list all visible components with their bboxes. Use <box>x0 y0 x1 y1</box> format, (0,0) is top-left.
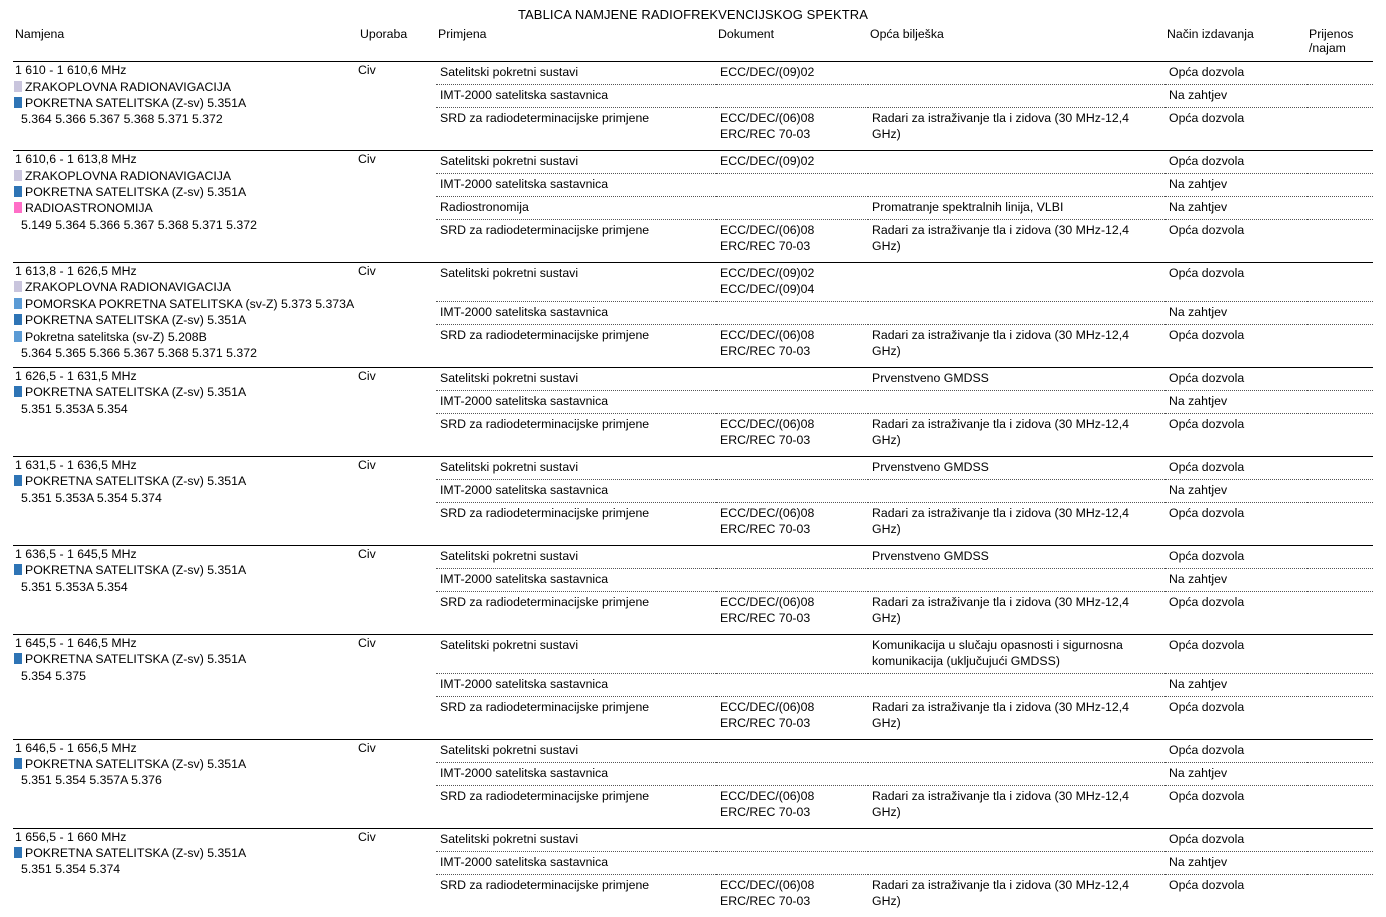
document-reference: ECC/DEC/(06)08 ERC/REC 70-03 <box>720 788 815 819</box>
footnote-references: 5.351 5.354 5.374 <box>21 862 121 877</box>
service-color-swatch-icon <box>14 653 22 664</box>
general-note: Radari za istraživanje tla i zidova (30 MHz-12,4 GHz) <box>872 594 1129 625</box>
applications-subtable <box>436 151 1373 262</box>
transfer-lease <box>1307 197 1373 220</box>
transfer-lease <box>1307 568 1373 591</box>
document-reference <box>716 635 868 673</box>
allocation-service-label: ZRAKOPLOVNA RADIONAVIGACIJA <box>25 168 232 183</box>
transfer-lease <box>1307 62 1373 84</box>
application-name: IMT-2000 satelitska sastavnica <box>436 391 716 414</box>
general-note <box>868 568 1165 591</box>
transfer-lease <box>1307 174 1373 197</box>
document-reference: ECC/DEC/(06)08 ERC/REC 70-03 <box>720 223 815 254</box>
general-note <box>868 762 1165 785</box>
general-note <box>868 740 1165 762</box>
application-name: Satelitski pokretni sustavi <box>436 829 716 851</box>
general-note: Radari za istraživanje tla i zidova (30 MHz-12,4 GHz) <box>872 223 1129 254</box>
transfer-lease <box>1307 829 1373 851</box>
allocation-service <box>13 184 358 200</box>
transfer-lease <box>1307 263 1373 301</box>
allocation-service <box>13 562 358 578</box>
transfer-lease <box>1307 302 1373 325</box>
general-note: Prvenstveno GMDSS <box>868 546 1165 568</box>
general-note <box>868 829 1165 851</box>
service-color-swatch-icon <box>14 847 22 858</box>
application-name: SRD za radiodeterminacijske primjene <box>440 788 650 803</box>
application-row <box>436 740 1373 762</box>
frequency-band-label: 1 610 - 1 610,6 MHz <box>15 63 127 78</box>
general-note <box>868 174 1165 197</box>
transfer-lease <box>1307 696 1373 738</box>
document-reference <box>716 368 868 390</box>
issuance-method: Na zahtjev <box>1165 197 1307 220</box>
column-header-uporaba: Uporaba <box>358 25 436 62</box>
footnote-references: 5.149 5.364 5.366 5.367 5.368 5.371 5.372 <box>21 217 257 232</box>
transfer-lease <box>1307 368 1373 390</box>
document-reference <box>716 762 868 785</box>
uporaba-cell: Civ <box>358 63 376 78</box>
issuance-method: Opća dozvola <box>1165 263 1307 301</box>
applications-subtable <box>436 829 1373 917</box>
transfer-lease <box>1307 785 1373 827</box>
column-header-prijenos-najam <box>1307 25 1373 62</box>
issuance-method: Opća dozvola <box>1165 546 1307 568</box>
application-row <box>436 829 1373 851</box>
document-reference: ECC/DEC/(06)08 ERC/REC 70-03 <box>720 417 815 448</box>
transfer-lease <box>1307 220 1373 262</box>
allocation-service <box>13 756 358 772</box>
applications-subtable <box>436 263 1373 367</box>
application-name: IMT-2000 satelitska sastavnica <box>436 851 716 874</box>
issuance-method: Opća dozvola <box>1169 223 1245 238</box>
table-row <box>13 368 1373 457</box>
application-row <box>436 263 1373 301</box>
issuance-method: Opća dozvola <box>1169 328 1245 343</box>
document-reference <box>716 740 868 762</box>
general-note <box>868 479 1165 502</box>
applications-cell <box>436 263 1373 368</box>
document-reference <box>716 85 868 108</box>
uporaba-cell: Civ <box>358 828 436 916</box>
general-note <box>868 302 1165 325</box>
allocation-service <box>13 651 358 667</box>
document-reference: ECC/DEC/(06)08 ERC/REC 70-03 <box>720 111 815 142</box>
issuance-method: Na zahtjev <box>1165 302 1307 325</box>
table-body <box>13 62 1373 917</box>
footnote-references: 5.351 5.354 5.357A 5.376 <box>21 773 162 788</box>
general-note: Komunikacija u slučaju opasnosti i sigurnosna komunikacija (uključujući GMDSS) <box>868 635 1165 673</box>
service-color-swatch-icon <box>14 186 22 197</box>
column-header-opca-biljeska: Opća bilješka <box>868 25 1165 62</box>
transfer-lease <box>1307 502 1373 544</box>
application-row <box>436 325 1373 367</box>
application-row <box>436 391 1373 414</box>
footnote-references: 5.364 5.366 5.367 5.368 5.371 5.372 <box>21 112 223 127</box>
issuance-method: Opća dozvola <box>1169 788 1245 803</box>
table-row <box>13 62 1373 151</box>
document-reference: ECC/DEC/(06)08 ERC/REC 70-03 <box>720 328 815 359</box>
allocation-service-label: POKRETNA SATELITSKA (Z-sv) 5.351A <box>25 757 247 772</box>
issuance-method: Na zahtjev <box>1165 479 1307 502</box>
application-row <box>436 696 1373 738</box>
service-color-swatch-icon <box>14 386 22 397</box>
general-note: Promatranje spektralnih linija, VLBI <box>868 197 1165 220</box>
application-row <box>436 151 1373 173</box>
transfer-lease <box>1307 762 1373 785</box>
general-note <box>868 151 1165 173</box>
issuance-method: Opća dozvola <box>1169 877 1245 892</box>
general-note: Prvenstveno GMDSS <box>868 457 1165 479</box>
allocation-service-label: POKRETNA SATELITSKA (Z-sv) 5.351A <box>25 846 247 861</box>
application-name: IMT-2000 satelitska sastavnica <box>436 479 716 502</box>
table-row <box>13 457 1373 546</box>
application-name: Satelitski pokretni sustavi <box>436 368 716 390</box>
application-row <box>436 568 1373 591</box>
prijenos-line1: Prijenos <box>1309 27 1354 41</box>
uporaba-cell: Civ <box>358 457 436 546</box>
spectrum-allocation-table <box>13 25 1373 917</box>
application-name: Satelitski pokretni sustavi <box>436 62 716 84</box>
application-name: SRD za radiodeterminacijske primjene <box>440 111 650 126</box>
footnote-references: 5.364 5.365 5.366 5.367 5.368 5.371 5.372 <box>21 345 257 360</box>
column-header-nacin-izdavanja: Način izdavanja <box>1165 25 1307 62</box>
applications-subtable <box>436 740 1373 828</box>
applications-subtable <box>436 457 1373 545</box>
application-name: IMT-2000 satelitska sastavnica <box>436 174 716 197</box>
application-name: Satelitski pokretni sustavi <box>436 546 716 568</box>
issuance-method: Opća dozvola <box>1165 368 1307 390</box>
applications-cell <box>436 457 1373 546</box>
document-reference: ECC/DEC/(06)08 ERC/REC 70-03 <box>720 877 815 908</box>
namjena-cell <box>13 828 358 916</box>
general-note: Radari za istraživanje tla i zidova (30 MHz-12,4 GHz) <box>872 328 1129 359</box>
allocation-service-label: POKRETNA SATELITSKA (Z-sv) 5.351A <box>25 95 247 110</box>
issuance-method: Na zahtjev <box>1165 762 1307 785</box>
application-row <box>436 762 1373 785</box>
uporaba-cell: Civ <box>358 739 436 828</box>
document-reference: ECC/DEC/(09)02 <box>716 151 868 173</box>
application-name: Satelitski pokretni sustavi <box>436 635 716 673</box>
issuance-method: Opća dozvola <box>1169 699 1245 714</box>
table-row <box>13 263 1373 368</box>
application-row <box>436 785 1373 827</box>
service-color-swatch-icon <box>14 81 22 92</box>
namjena-cell <box>13 634 358 739</box>
document-reference: ECC/DEC/(09)02 ECC/DEC/(09)04 <box>716 263 868 301</box>
allocation-service <box>13 95 358 111</box>
transfer-lease <box>1307 673 1373 696</box>
transfer-lease <box>1307 391 1373 414</box>
issuance-method: Na zahtjev <box>1165 174 1307 197</box>
document-reference <box>716 673 868 696</box>
transfer-lease <box>1307 151 1373 173</box>
transfer-lease <box>1307 874 1373 916</box>
transfer-lease <box>1307 457 1373 479</box>
allocation-service <box>13 79 358 95</box>
application-name: Radiostronomija <box>436 197 716 220</box>
service-color-swatch-icon <box>14 331 22 342</box>
general-note: Radari za istraživanje tla i zidova (30 MHz-12,4 GHz) <box>872 417 1129 448</box>
general-note: Radari za istraživanje tla i zidova (30 MHz-12,4 GHz) <box>872 505 1129 536</box>
general-note: Radari za istraživanje tla i zidova (30 MHz-12,4 GHz) <box>872 699 1129 730</box>
allocation-service <box>13 384 358 400</box>
allocation-service-label: RADIOASTRONOMIJA <box>25 201 153 216</box>
application-name: SRD za radiodeterminacijske primjene <box>440 699 650 714</box>
document-reference <box>716 174 868 197</box>
document-reference <box>716 829 868 851</box>
footnote-references: 5.351 5.353A 5.354 <box>21 401 128 416</box>
service-color-swatch-icon <box>14 314 22 325</box>
application-name: IMT-2000 satelitska sastavnica <box>436 85 716 108</box>
allocation-service-label: POKRETNA SATELITSKA (Z-sv) 5.351A <box>25 385 247 400</box>
issuance-method: Opća dozvola <box>1165 829 1307 851</box>
application-name: SRD za radiodeterminacijske primjene <box>440 594 650 609</box>
applications-subtable <box>436 368 1373 456</box>
allocation-service-label: POKRETNA SATELITSKA (Z-sv) 5.351A <box>25 313 247 328</box>
application-name: Satelitski pokretni sustavi <box>436 151 716 173</box>
transfer-lease <box>1307 546 1373 568</box>
application-row <box>436 874 1373 916</box>
namjena-cell <box>13 62 358 151</box>
table-header <box>13 25 1373 62</box>
issuance-method: Na zahtjev <box>1165 851 1307 874</box>
application-row <box>436 302 1373 325</box>
application-row <box>436 414 1373 456</box>
allocation-service-label: POKRETNA SATELITSKA (Z-sv) 5.351A <box>25 563 247 578</box>
allocation-service-label: POMORSKA POKRETNA SATELITSKA (sv-Z) 5.373 5.373A <box>25 296 355 311</box>
document-reference <box>716 851 868 874</box>
applications-cell <box>436 739 1373 828</box>
transfer-lease <box>1307 740 1373 762</box>
footnote-references: 5.354 5.375 <box>21 668 86 683</box>
prijenos-line2: /najam <box>1309 41 1346 56</box>
document-reference: ECC/DEC/(06)08 ERC/REC 70-03 <box>720 594 815 625</box>
application-row <box>436 673 1373 696</box>
allocation-service-label: ZRAKOPLOVNA RADIONAVIGACIJA <box>25 79 232 94</box>
service-color-swatch-icon <box>14 281 22 292</box>
document-reference <box>716 546 868 568</box>
application-row <box>436 368 1373 390</box>
application-row <box>436 174 1373 197</box>
application-row <box>436 479 1373 502</box>
application-name: Satelitski pokretni sustavi <box>436 740 716 762</box>
namjena-cell <box>13 545 358 634</box>
application-name: IMT-2000 satelitska sastavnica <box>436 673 716 696</box>
issuance-method: Opća dozvola <box>1165 151 1307 173</box>
allocation-service-label: POKRETNA SATELITSKA (Z-sv) 5.351A <box>25 184 247 199</box>
service-color-swatch-icon <box>14 564 22 575</box>
issuance-method: Opća dozvola <box>1169 417 1245 432</box>
application-row <box>436 851 1373 874</box>
frequency-band-label: 1 645,5 - 1 646,5 MHz <box>15 635 137 650</box>
allocation-service <box>13 200 358 216</box>
column-header-namjena: Namjena <box>13 25 358 62</box>
issuance-method: Opća dozvola <box>1165 635 1307 673</box>
column-header-dokument: Dokument <box>716 25 868 62</box>
application-name: SRD za radiodeterminacijske primjene <box>440 877 650 892</box>
allocation-service-label: ZRAKOPLOVNA RADIONAVIGACIJA <box>25 280 232 295</box>
general-note <box>868 391 1165 414</box>
application-name: IMT-2000 satelitska sastavnica <box>436 762 716 785</box>
frequency-band-label: 1 656,5 - 1 660 MHz <box>15 829 127 844</box>
allocation-service <box>13 312 358 328</box>
issuance-method: Opća dozvola <box>1165 457 1307 479</box>
general-note: Radari za istraživanje tla i zidova (30 MHz-12,4 GHz) <box>872 788 1129 819</box>
uporaba-cell: Civ <box>358 368 436 457</box>
application-row <box>436 457 1373 479</box>
service-color-swatch-icon <box>14 298 22 309</box>
service-color-swatch-icon <box>14 475 22 486</box>
allocation-service <box>13 279 358 295</box>
transfer-lease <box>1307 851 1373 874</box>
transfer-lease <box>1307 85 1373 108</box>
application-name: Satelitski pokretni sustavi <box>436 263 716 301</box>
transfer-lease <box>1307 479 1373 502</box>
transfer-lease <box>1307 325 1373 367</box>
frequency-band-label: 1 631,5 - 1 636,5 MHz <box>15 458 137 472</box>
allocation-service <box>13 845 358 861</box>
applications-cell <box>436 151 1373 263</box>
issuance-method: Opća dozvola <box>1165 62 1307 84</box>
document-reference <box>716 479 868 502</box>
uporaba-cell: Civ <box>358 263 436 368</box>
frequency-band-label: 1 646,5 - 1 656,5 MHz <box>15 740 137 755</box>
service-color-swatch-icon <box>14 202 22 213</box>
allocation-service <box>13 473 358 489</box>
applications-cell <box>436 368 1373 457</box>
application-row <box>436 635 1373 673</box>
service-color-swatch-icon <box>14 97 22 108</box>
application-row <box>436 62 1373 84</box>
uporaba-cell: Civ <box>358 634 436 739</box>
general-note <box>868 851 1165 874</box>
namjena-cell <box>13 368 358 457</box>
issuance-method: Na zahtjev <box>1165 673 1307 696</box>
issuance-method: Opća dozvola <box>1169 111 1245 126</box>
transfer-lease <box>1307 635 1373 673</box>
transfer-lease <box>1307 591 1373 633</box>
allocation-service <box>13 329 358 345</box>
document-reference <box>716 302 868 325</box>
application-name: SRD za radiodeterminacijske primjene <box>440 505 650 520</box>
application-name: SRD za radiodeterminacijske primjene <box>440 328 650 343</box>
table-row <box>13 545 1373 634</box>
application-name: IMT-2000 satelitska sastavnica <box>436 302 716 325</box>
allocation-service <box>13 168 358 184</box>
application-name: Satelitski pokretni sustavi <box>436 457 716 479</box>
applications-cell <box>436 62 1373 151</box>
application-name: IMT-2000 satelitska sastavnica <box>436 568 716 591</box>
issuance-method: Na zahtjev <box>1165 568 1307 591</box>
table-row <box>13 739 1373 828</box>
applications-subtable <box>436 62 1373 150</box>
allocation-service-label: POKRETNA SATELITSKA (Z-sv) 5.351A <box>25 474 247 489</box>
issuance-method: Na zahtjev <box>1165 391 1307 414</box>
frequency-band-label: 1 636,5 - 1 645,5 MHz <box>15 546 137 561</box>
issuance-method: Opća dozvola <box>1169 505 1245 520</box>
general-note: Prvenstveno GMDSS <box>868 368 1165 390</box>
document-reference <box>716 568 868 591</box>
transfer-lease <box>1307 108 1373 150</box>
document-reference: ECC/DEC/(09)02 <box>716 62 868 84</box>
application-row <box>436 220 1373 262</box>
footnote-references: 5.351 5.353A 5.354 <box>21 579 128 594</box>
issuance-method: Opća dozvola <box>1169 594 1245 609</box>
table-row <box>13 151 1373 263</box>
application-row <box>436 85 1373 108</box>
namjena-cell <box>13 263 358 368</box>
application-row <box>436 108 1373 150</box>
frequency-band-label: 1 626,5 - 1 631,5 MHz <box>15 369 137 384</box>
document-reference <box>716 197 868 220</box>
applications-subtable <box>436 546 1373 634</box>
document-reference: ECC/DEC/(06)08 ERC/REC 70-03 <box>720 699 815 730</box>
allocation-service-label: Pokretna satelitska (sv-Z) 5.208B <box>25 329 207 344</box>
allocation-service <box>13 296 358 312</box>
page-title: TABLICA NAMJENE RADIOFREKVENCIJSKOG SPEKTRA <box>517 7 869 22</box>
general-note: Radari za istraživanje tla i zidova (30 MHz-12,4 GHz) <box>872 111 1129 142</box>
table-row <box>13 634 1373 739</box>
issuance-method: Opća dozvola <box>1165 740 1307 762</box>
general-note <box>868 85 1165 108</box>
application-name: SRD za radiodeterminacijske primjene <box>440 223 650 238</box>
document-reference <box>716 457 868 479</box>
applications-cell <box>436 634 1373 739</box>
general-note: Radari za istraživanje tla i zidova (30 MHz-12,4 GHz) <box>872 877 1129 908</box>
column-header-primjena: Primjena <box>436 25 716 62</box>
document-reference: ECC/DEC/(06)08 ERC/REC 70-03 <box>720 505 815 536</box>
application-row <box>436 591 1373 633</box>
namjena-cell <box>13 739 358 828</box>
application-row <box>436 546 1373 568</box>
document-reference <box>716 391 868 414</box>
general-note <box>868 62 1165 84</box>
footnote-references: 5.351 5.353A 5.354 5.374 <box>21 490 162 505</box>
frequency-band-label: 1 610,6 - 1 613,8 MHz <box>15 152 137 167</box>
table-row <box>13 828 1373 916</box>
application-row <box>436 197 1373 220</box>
uporaba-cell: Civ <box>358 545 436 634</box>
frequency-band-label: 1 613,8 - 1 626,5 MHz <box>15 264 137 279</box>
application-row <box>436 502 1373 544</box>
namjena-cell <box>13 457 358 546</box>
service-color-swatch-icon <box>14 758 22 769</box>
allocation-service-label: POKRETNA SATELITSKA (Z-sv) 5.351A <box>25 652 247 667</box>
transfer-lease <box>1307 414 1373 456</box>
uporaba-cell: Civ <box>358 151 436 263</box>
general-note <box>868 263 1165 301</box>
applications-cell <box>436 828 1373 916</box>
service-color-swatch-icon <box>14 170 22 181</box>
general-note <box>868 673 1165 696</box>
applications-subtable <box>436 635 1373 739</box>
issuance-method: Na zahtjev <box>1165 85 1307 108</box>
applications-cell <box>436 545 1373 634</box>
namjena-cell <box>13 151 358 263</box>
application-name: SRD za radiodeterminacijske primjene <box>440 417 650 432</box>
